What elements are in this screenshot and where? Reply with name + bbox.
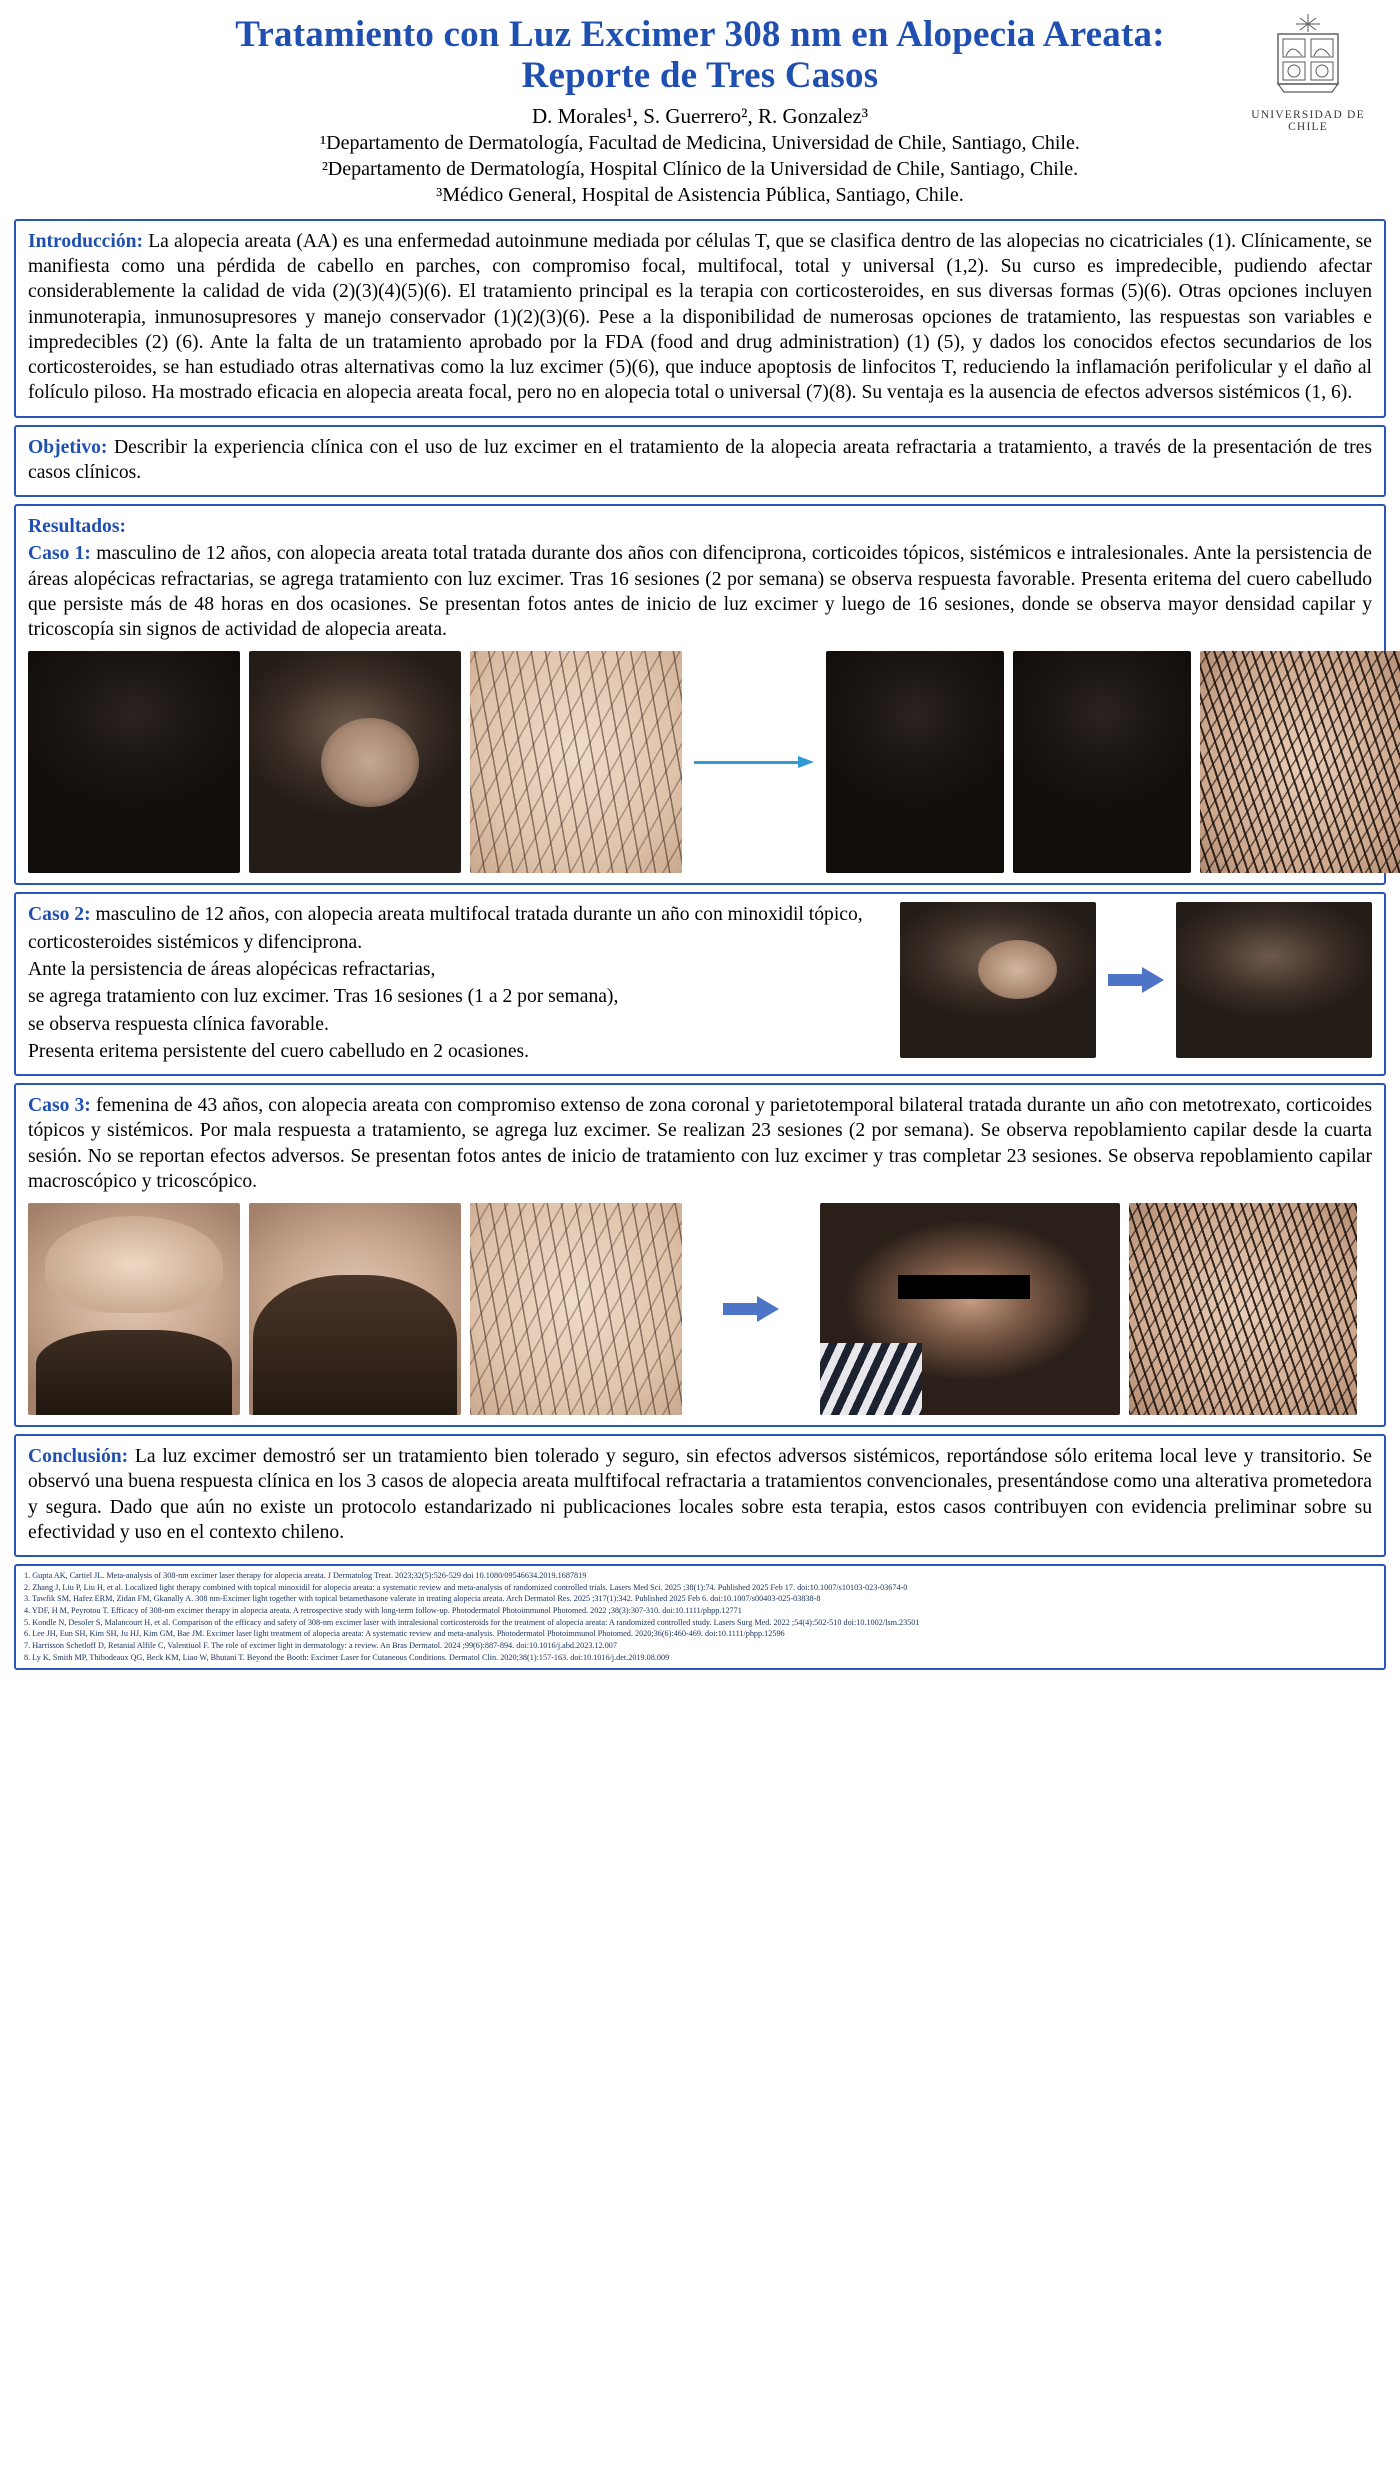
caso2-text-block [28,902,888,1064]
section-caso2 [14,892,1386,1076]
caso3-foto-pre-frontal [28,1203,240,1415]
caso3-figure-row [28,1203,1372,1415]
references-list [14,1564,1386,1670]
university-emblem-icon [1256,12,1360,108]
conclusion-paragraph [28,1444,1372,1545]
conclusion-text: La luz excimer demostró ser un tratamiento bien tolerado y seguro, sin efectos adversos sistémicos, reportándose sólo eritema local leve y transitorio. Se observó una buena respuesta clínica en los 3 casos de alopecia areata mulftifocal refractaria a tratamientos convencionales, presentándose como una alterativa prometedora y segura. Dado que aún no existe un protocolo estandarizado ni publicaciones locales sobre esta terapia, estos casos contribuyen con evidencia preliminar sobre su efectividad y uso en el contexto chileno. [28,1446,1372,1543]
introduccion-text: La alopecia areata (AA) es una enfermedad autoinmune mediada por células T, que se clasifica dentro de las alopecias no cicatriciales (1). Clínicamente, se manifiesta como una pérdida de cabello en parches, con compromiso focal, multifocal, total y universal (1,2). Su curso es impredecible, pudiendo afectar considerablemente la calidad de vida (2)(3)(4)(5)(6). El tratamiento principal es la terapia con corticosteroides, en sus diversas formas (5)(6). Otras opciones incluyen inmunoterapia, inmunosupresores y manejo conservador (1)(2)(3)(6). Pese a la disponibilidad de numerosas opciones de tratamiento, las respuestas son variables e impredecibles (2) (6). Ante la falta de un tratamiento aprobado por la FDA (food and drug administration) (1) (5), y dados los conocidos efectos secundarios de los corticosteroides, se han estudiado otras alternativas como la luz excimer (5)(6), que induce apoptosis de linfocitos T, reduciendo la inflamación perifolicular y el daño al folículo piloso. Ha mostrado eficacia en alopecia areata focal, pero no en alopecia total o universal (7)(8). Su ventaja es la ausencia de efectos adversos sistémicos (1, 6). [28,230,1372,404]
caso2-line5: se observa respuesta clínica favorable. [28,1013,329,1035]
caso3-progression-arrow-wrap [691,1203,811,1415]
caso1-foto-post-lateral [1013,651,1191,873]
arrow-right-icon [723,1296,779,1322]
page-title-line2: Reporte de Tres Casos [521,55,879,97]
arrow-right-icon [1108,967,1164,993]
page-title [134,14,1266,97]
caso2-foto-post [1176,902,1372,1058]
reference-item: 3. Tawfik SM, Hafez ERM, Zidan FM, Gkanally A. 308 nm-Excimer light together with topical betamethasone valerate in treating alopecia areata. Arch Dermatol Res. 2025 ;317(1):342. Published 2025 Feb 6. doi:10.1007/s00403-025-03838-8 [24,1594,821,1604]
reference-item: 2. Zhang J, Liu P, Liu H, et al. Localized light therapy combined with topical minoxidil for alopecia areata: a systematic review and meta-analysis of randomized controlled trials. Lasers Med Sci. 2025 ;38(1):74. Published 2025 Feb 17. doi:10.1007/s10103-023-03674-0 [24,1582,908,1592]
reference-item: 1. Gupta AK, Cartiel JL. Meta-analysis of 308-nm excimer laser therapy for alopecia areata. J Dermatolog Treat. 2023;32(5):526-529 doi 10.1080/09546634.2019.1687819 [24,1571,587,1581]
affiliation-1: ¹Departamento de Dermatología, Facultad de Medicina, Universidad de Chile, Santiago, Chile. [320,131,1080,154]
objetivo-label: Objetivo: [28,436,108,458]
caso2-foto-pre [900,902,1096,1058]
caso2-line1: masculino de 12 años, con alopecia areata multifocal tratada durante un año con minoxidil tópico, [90,904,863,926]
caso1-label: Caso 1: [28,543,91,565]
introduccion-label: Introducción: [28,230,144,252]
reference-item: 8. Ly K, Smith MP, Thibodeaux QG, Beck KM, Liao W, Bhutani T. Beyond the Booth: Excimer Laser for Cutaneous Conditions. Dermatol Clin. 2020;38(1):157-163. doi:10.1016/j.det.2019.08.009 [24,1652,670,1662]
section-introduccion [14,219,1386,418]
objetivo-paragraph [28,435,1372,486]
reference-item: 7. Harrisson Schetloff D, Retanial Alfile C, Valentiuol F. The role of excimer light in dermatology: a review. An Bras Dermatol. 2024 ;99(6):887-894. doi:10.1016/j.abd.2023.12.007 [24,1641,617,1651]
caso1-foto-post-vertex [826,651,1004,873]
affiliation-2: ²Departamento de Dermatología, Hospital Clínico de la Universidad de Chile, Santiago, Chile. [321,157,1079,180]
section-resultados-caso1 [14,504,1386,885]
caso2-line3: Ante la persistencia de áreas alopécicas refractarias, [28,959,436,980]
poster-header [14,10,1386,212]
caso2-paragraph-1 [28,902,888,927]
caso3-paragraph [28,1093,1372,1194]
conclusion-label: Conclusión: [28,1446,129,1468]
caso3-text: femenina de 43 años, con alopecia areata con compromiso extenso de zona coronal y parietotemporal bilateral tratada durante un año con metotrexato, corticoides tópicos y sistémicos. Por mala respuesta a tratamiento, se agrega luz excimer. Se realizan 23 sesiones (2 por semana). Se observa repoblamiento capilar desde la cuarta sesión. No se reportan efectos adversos. Se presentan fotos antes de inicio de tratamiento con luz excimer y tras completar 23 sesiones. Se observa repoblamiento capilar macroscópico y tricoscópico. [28,1095,1372,1192]
section-objetivo [14,425,1386,498]
section-conclusion [14,1434,1386,1557]
caso2-line2: corticosteroides sistémicos y difenciprona. [28,931,363,953]
page-title-line1: Tratamiento con Luz Excimer 308 nm en Alopecia Areata: [235,14,1165,55]
caso1-figure-row [28,651,1372,873]
caso2-line6: Presenta eritema persistente del cuero cabelludo en 2 ocasiones. [28,1040,530,1062]
objetivo-text: Describir la experiencia clínica con el uso de luz excimer en el tratamiento de la alopecia areata refractaria a tratamiento, a través de la presentación de tres casos clínicos. [28,436,1372,483]
reference-item: 6. Lee JH, Eun SH, Kim SH, Ju HJ, Kim GM, Bae JM. Excimer laser light treatment of alopecia areata: A systematic review and meta-analysis. Photodermatol Photoimmunol Photomed. 2020;36(6):460-469. doi:10.1111/phpp.12596 [24,1629,785,1639]
arrow-right-icon [694,755,814,769]
university-logo [1240,12,1376,140]
caso1-text: masculino de 12 años, con alopecia areata total tratada durante dos años con difenciprona, corticoides tópicos, sistémicos e intralesionales. Ante la persistencia de áreas alopécicas refractarias, se agrega tratamiento con luz excimer. Tras 16 sesiones (2 por semana) se observa respuesta favorable. Presenta eritema del cuero cabelludo que persiste más de 48 horas en dos ocasiones. Se presentan fotos antes de inicio de luz excimer y luego de 16 sesiones, donde se observa mayor densidad capilar y tricoscopía sin signos de actividad de alopecia areata. [28,543,1373,641]
section-caso3 [14,1083,1386,1427]
authors: D. Morales¹, S. Guerrero², R. Gonzalez³ [531,103,869,128]
caso3-tricoscopia-pre [470,1203,682,1415]
caso2-line4: se agrega tratamiento con luz excimer. Tras 16 sesiones (1 a 2 por semana), [28,986,619,1008]
caso1-paragraph [28,541,1372,642]
resultados-heading [28,514,1372,539]
caso2-label: Caso 2: [28,904,91,926]
caso1-foto-pre-vertex [249,651,461,873]
caso3-foto-post [820,1203,1120,1415]
caso1-tricoscopia-post [1200,651,1400,873]
caso3-label: Caso 3: [28,1095,91,1117]
caso1-foto-pre-lateral [28,651,240,873]
university-logo-text: UNIVERSIDAD DE CHILE [1251,109,1365,133]
caso2-figure-row [900,902,1372,1058]
caso1-tricoscopia-pre [470,651,682,873]
reference-item: 5. Kondle N, Desoler S, Malancourt H, et al. Comparison of the efficacy and safety of 308-nm excimer laser with intralesional corticosteroids for the treatment of alopecia areata: A randomized controlled study. Lasers Surg Med. 2022 ;54(4):502-510 doi:10.1002/lsm.23501 [24,1617,920,1627]
caso2-progression-arrow-wrap [1104,902,1168,1058]
caso1-progression-arrow-wrap [691,651,817,873]
privacy-bar [898,1275,1030,1298]
caso3-tricoscopia-post [1129,1203,1357,1415]
affiliation-3: ³Médico General, Hospital de Asistencia Pública, Santiago, Chile. [436,183,964,206]
resultados-label: Resultados: [28,516,126,538]
introduccion-paragraph [28,229,1372,406]
reference-item: 4. YDF, H M, Peyrotou T. Efficacy of 308-nm excimer therapy in alopecia areata. A retrospective study with long-term follow-up. Photodermatol Photoimmunol Photomed. 2022 ;38(3):307-310. doi:10.1111/phpp.12771 [24,1606,742,1616]
caso3-foto-pre-parietal [249,1203,461,1415]
